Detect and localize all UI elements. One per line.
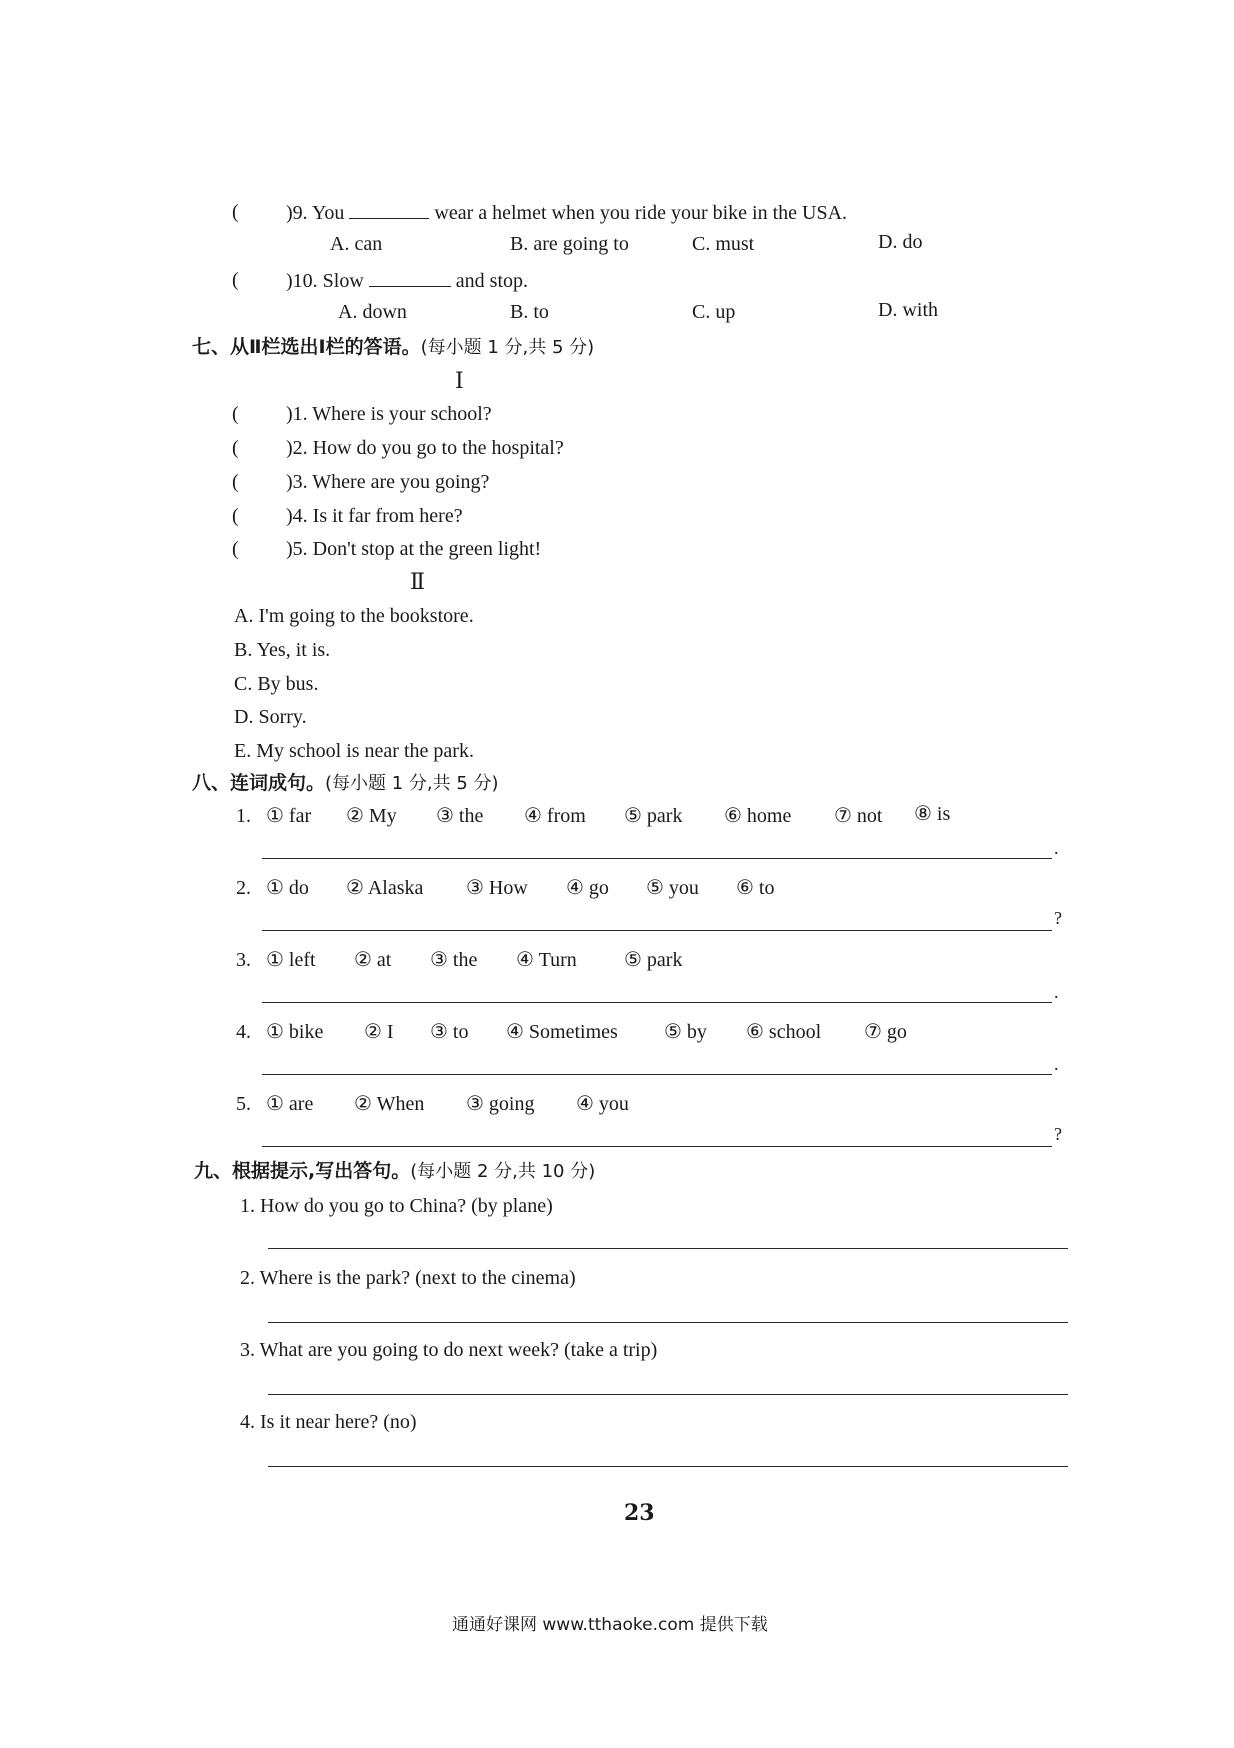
q10-option-d: D. with bbox=[878, 299, 938, 321]
q10-before: Slow bbox=[322, 270, 364, 292]
s8-item4-w1: ① bike bbox=[266, 1021, 324, 1043]
s8-item3-answer-line[interactable] bbox=[262, 1002, 1052, 1003]
s8-item2-num: 2. bbox=[236, 877, 251, 899]
s7-q3-paren: ( bbox=[232, 471, 239, 493]
s7-answer-d: D. Sorry. bbox=[234, 706, 307, 728]
s9-item4-answer-line[interactable] bbox=[268, 1466, 1068, 1467]
q10-paren: ( bbox=[232, 269, 239, 291]
s8-item2-w1: ① do bbox=[266, 877, 309, 899]
s8-item3-w5: ⑤ park bbox=[624, 949, 683, 971]
s7-q5-paren: ( bbox=[232, 538, 239, 560]
s9-item1: 1. How do you go to China? (by plane) bbox=[240, 1195, 553, 1217]
s8-item2-w3: ③ How bbox=[466, 877, 528, 899]
s8-item5-end: ? bbox=[1054, 1124, 1062, 1144]
s8-item4-w2: ② I bbox=[364, 1021, 394, 1043]
page-number: 23 bbox=[624, 1500, 655, 1526]
q9-question bbox=[286, 200, 847, 225]
q10-question bbox=[286, 268, 528, 293]
q9-option-d: D. do bbox=[878, 231, 923, 253]
section9-heading bbox=[194, 1159, 595, 1184]
s7-answer-a: A. I'm going to the bookstore. bbox=[234, 605, 474, 627]
section9-title: 九、根据提示,写出答句。 bbox=[194, 1160, 411, 1182]
s9-item2: 2. Where is the park? (next to the cinema) bbox=[240, 1267, 576, 1289]
s8-item3-w3: ③ the bbox=[430, 949, 478, 971]
q9-option-a: A. can bbox=[330, 233, 383, 255]
q10-blank[interactable] bbox=[369, 268, 451, 287]
s8-item4-w4: ④ Sometimes bbox=[506, 1021, 618, 1043]
s7-q5: )5. Don't stop at the green light! bbox=[286, 538, 542, 560]
section7-score: (每小题 1 分,共 5 分) bbox=[420, 337, 595, 358]
s8-item1-w5: ⑤ park bbox=[624, 805, 683, 827]
section7-heading bbox=[192, 335, 594, 360]
s8-item1-w4: ④ from bbox=[524, 805, 586, 827]
section7-col2-label: Ⅱ bbox=[410, 569, 425, 594]
s7-q1: )1. Where is your school? bbox=[286, 403, 492, 425]
s8-item5-w2: ② When bbox=[354, 1093, 425, 1115]
section7-title: 七、从Ⅱ栏选出Ⅰ栏的答语。 bbox=[192, 336, 421, 358]
q10-option-b: B. to bbox=[510, 301, 549, 323]
s8-item5-w4: ④ you bbox=[576, 1093, 629, 1115]
s8-item4-w5: ⑤ by bbox=[664, 1021, 707, 1043]
s7-q4-paren: ( bbox=[232, 505, 239, 527]
s8-item1-w3: ③ the bbox=[436, 805, 484, 827]
s9-item2-answer-line[interactable] bbox=[268, 1322, 1068, 1323]
s8-item2-w6: ⑥ to bbox=[736, 877, 775, 899]
q9-paren: ( bbox=[232, 201, 239, 223]
s9-item4: 4. Is it near here? (no) bbox=[240, 1411, 417, 1433]
s8-item5-w1: ① are bbox=[266, 1093, 314, 1115]
s8-item1-w8: ⑧ is bbox=[914, 803, 951, 825]
s8-item3-num: 3. bbox=[236, 949, 251, 971]
s7-q1-paren: ( bbox=[232, 403, 239, 425]
s8-item1-answer-line[interactable] bbox=[262, 858, 1052, 859]
section8-title: 八、连词成句。 bbox=[192, 772, 326, 794]
s8-item4-w7: ⑦ go bbox=[864, 1021, 907, 1043]
s8-item1-end: . bbox=[1054, 838, 1059, 858]
s7-answer-b: B. Yes, it is. bbox=[234, 639, 331, 661]
section9-score: (每小题 2 分,共 10 分) bbox=[410, 1161, 596, 1182]
s8-item2-w5: ⑤ you bbox=[646, 877, 699, 899]
s8-item2-end: ? bbox=[1054, 908, 1062, 928]
footer-download-note: 通通好课网 www.tthaoke.com 提供下载 bbox=[452, 1615, 768, 1635]
s8-item4-num: 4. bbox=[236, 1021, 251, 1043]
s8-item3-w4: ④ Turn bbox=[516, 949, 577, 971]
s8-item4-w3: ③ to bbox=[430, 1021, 469, 1043]
section8-score: (每小题 1 分,共 5 分) bbox=[325, 773, 499, 794]
q10-number: )10. bbox=[286, 270, 318, 292]
s8-item4-w6: ⑥ school bbox=[746, 1021, 822, 1043]
s8-item1-w2: ② My bbox=[346, 805, 397, 827]
s7-q2: )2. How do you go to the hospital? bbox=[286, 437, 564, 459]
s8-item1-num: 1. bbox=[236, 805, 251, 827]
s7-q2-paren: ( bbox=[232, 437, 239, 459]
s8-item5-num: 5. bbox=[236, 1093, 251, 1115]
s8-item5-answer-line[interactable] bbox=[262, 1146, 1052, 1147]
section8-heading bbox=[192, 771, 499, 796]
q9-option-b: B. are going to bbox=[510, 233, 629, 255]
s8-item3-w1: ① left bbox=[266, 949, 316, 971]
s8-item1-w7: ⑦ not bbox=[834, 805, 883, 827]
q9-blank[interactable] bbox=[349, 200, 429, 219]
s7-q3: )3. Where are you going? bbox=[286, 471, 490, 493]
s8-item4-end: . bbox=[1054, 1054, 1059, 1074]
s8-item1-w6: ⑥ home bbox=[724, 805, 792, 827]
q10-option-a: A. down bbox=[338, 301, 407, 323]
s7-answer-e: E. My school is near the park. bbox=[234, 740, 474, 762]
s7-q4: )4. Is it far from here? bbox=[286, 505, 463, 527]
q9-after: wear a helmet when you ride your bike in the USA. bbox=[434, 202, 848, 224]
q9-option-c: C. must bbox=[692, 233, 755, 255]
s8-item2-w4: ④ go bbox=[566, 877, 609, 899]
s8-item1-w1: ① far bbox=[266, 805, 312, 827]
s8-item4-answer-line[interactable] bbox=[262, 1074, 1052, 1075]
s9-item3: 3. What are you going to do next week? (take a trip) bbox=[240, 1339, 658, 1361]
s9-item1-answer-line[interactable] bbox=[268, 1248, 1068, 1249]
s8-item3-w2: ② at bbox=[354, 949, 392, 971]
s9-item3-answer-line[interactable] bbox=[268, 1394, 1068, 1395]
s7-answer-c: C. By bus. bbox=[234, 673, 319, 695]
s8-item2-w2: ② Alaska bbox=[346, 877, 424, 899]
section7-col1-label: Ⅰ bbox=[455, 368, 464, 393]
q9-number: )9. bbox=[286, 202, 308, 224]
q10-option-c: C. up bbox=[692, 301, 736, 323]
q10-after: and stop. bbox=[455, 270, 529, 292]
s8-item2-answer-line[interactable] bbox=[262, 930, 1052, 931]
s8-item3-end: . bbox=[1054, 982, 1059, 1002]
q9-before: You bbox=[311, 202, 345, 224]
s8-item5-w3: ③ going bbox=[466, 1093, 535, 1115]
